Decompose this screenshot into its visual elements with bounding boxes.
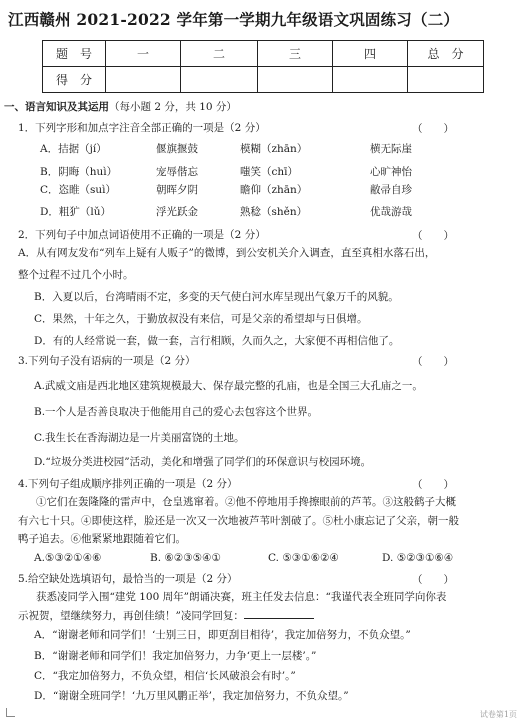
score-table bbox=[42, 40, 484, 93]
q4-option-b: B. ⑥②③⑤④① bbox=[150, 552, 221, 564]
q5-option-a: A．“谢谢老师和同学们！‘士别三日，即更刮目相待’，我定加倍努力，不负众望。” bbox=[34, 629, 411, 641]
answer-paren: （ ） bbox=[412, 123, 454, 135]
score-cell bbox=[106, 67, 181, 93]
q1-option-c-3: 瞻仰（zhān） bbox=[240, 184, 308, 196]
q1-option-b-2: 宠辱偕忘 bbox=[156, 166, 198, 178]
q2-option-a: A．从有网友发布“列车上疑有人贩子”的微博，到公安机关介入调查，直至真相水落石出， bbox=[18, 247, 436, 259]
q1-option-c-4: 敝帚自珍 bbox=[370, 184, 412, 196]
q5-option-b: B．“谢谢老师和同学们！我定加倍努力，力争‘更上一层楼’。” bbox=[34, 650, 317, 662]
score-cell bbox=[181, 67, 258, 93]
score-header-cell: 四 bbox=[333, 41, 408, 67]
answer-blank bbox=[244, 608, 314, 619]
q4-passage-line: 有六七十只。④即使这样，脸还是一次又一次地被芦苇叶割破了。⑤杜小康忘记了父亲，朝一般 bbox=[18, 515, 459, 527]
question-1-stem: 1．下列字形和加点字注音全部正确的一项是（2 分） bbox=[18, 122, 266, 134]
q1-option-b-1: B．阴晦（huì） bbox=[40, 166, 118, 178]
section-title: 一、语言知识及其运用 bbox=[4, 101, 109, 113]
q1-option-a-1: A．拮据（jí） bbox=[40, 143, 107, 155]
q3-option-c: C.我生长在香海湖边是一片美丽富饶的土地。 bbox=[34, 432, 245, 444]
q5-option-c: C．“我定加倍努力，不负众望，相信‘长风破浪会有时’。” bbox=[34, 670, 296, 682]
q1-option-d-4: 优哉游哉 bbox=[370, 206, 412, 218]
score-table-score-row bbox=[43, 67, 484, 93]
score-header-cell: 三 bbox=[258, 41, 333, 67]
q4-option-d: D. ⑤②③①⑥④ bbox=[382, 552, 454, 564]
question-3-stem: 3.下列句子没有语病的一项是（2 分） bbox=[18, 355, 196, 367]
q5-option-d: D．“谢谢全班同学！‘九万里风鹏正举’，我定加倍努力，不负众望。” bbox=[34, 690, 349, 702]
answer-paren: （ ） bbox=[412, 356, 454, 368]
q3-option-d: D.“垃圾分类进校园”活动，美化和增强了同学们的环保意识与校园环境。 bbox=[34, 456, 372, 468]
q1-option-b-3: 嗤笑（chī） bbox=[240, 166, 299, 178]
score-header-cell: 一 bbox=[106, 41, 181, 67]
score-table-header-row bbox=[43, 41, 484, 67]
q1-option-b-4: 心旷神怡 bbox=[370, 166, 412, 178]
q5-passage-text: 示祝贺，望继续努力，再创佳绩！”凌同学回复： bbox=[18, 610, 244, 622]
score-header-cell: 题 号 bbox=[43, 41, 106, 67]
score-cell bbox=[408, 67, 484, 93]
q4-option-a: A.⑤③②①④⑥ bbox=[34, 552, 102, 564]
q2-option-a-cont: 整个过程不过几个小时。 bbox=[18, 269, 134, 281]
q5-passage-line bbox=[18, 608, 314, 623]
q1-option-a-4: 横无际崖 bbox=[370, 143, 412, 155]
q3-option-b: B.一个人是否善良取决于他能用自己的爱心去包容这个世界。 bbox=[34, 406, 319, 418]
page-footer: 试卷第1页 bbox=[479, 710, 517, 719]
q1-option-a-3: 模糊（zhān） bbox=[240, 143, 308, 155]
answer-paren: （ ） bbox=[412, 230, 454, 242]
question-4-stem: 4.下列句子组成顺序排列正确的一项是（2 分） bbox=[18, 478, 238, 490]
q5-passage-line: 获悉凌同学入围“建党 100 周年”朗诵决赛，班主任发去信息：“我谨代表全班同学向你表 bbox=[36, 591, 447, 603]
q3-option-a: A.武威文庙是西北地区建筑规模最大、保存最完整的孔庙，也是全国三大孔庙之一。 bbox=[34, 380, 423, 392]
q1-option-c-2: 朝晖夕阴 bbox=[156, 184, 198, 196]
score-cell bbox=[258, 67, 333, 93]
q2-option-b: B．入夏以后，台湾晴雨不定，多变的天气使白河水库呈现出气象万千的风貌。 bbox=[34, 291, 399, 303]
section-heading bbox=[4, 100, 237, 114]
score-cell bbox=[333, 67, 408, 93]
q4-option-c: C. ⑤③①⑥②④ bbox=[268, 552, 339, 564]
q1-option-d-1: D．粗犷（lǔ） bbox=[40, 206, 112, 218]
q1-option-d-3: 熟稔（shěn） bbox=[240, 206, 308, 218]
score-header-cell: 总 分 bbox=[408, 41, 484, 67]
question-2-stem: 2．下列句子中加点词语使用不正确的一项是（2 分） bbox=[18, 229, 266, 241]
crop-mark bbox=[6, 708, 15, 717]
q4-passage-line: ①它们在轰隆隆的雷声中，仓皇逃窜着。②他不停地用手搀擦眼前的芦苇。③这般鹤子大概 bbox=[36, 496, 456, 508]
answer-paren: （ ） bbox=[412, 574, 454, 586]
q1-option-d-2: 浮光跃金 bbox=[156, 206, 198, 218]
q2-option-c: C．果然，十年之久，于勤放叔没有来信，可是父亲的希望却与日俱增。 bbox=[34, 313, 368, 325]
answer-paren: （ ） bbox=[412, 479, 454, 491]
page-title: 江西赣州 2021-2022 学年第一学期九年级语文巩固练习（二） bbox=[8, 10, 460, 29]
q1-option-c-1: C．恣睢（suì） bbox=[40, 184, 117, 196]
score-header-cell: 二 bbox=[181, 41, 258, 67]
section-note: （每小题 2 分，共 10 分） bbox=[109, 101, 237, 113]
question-5-stem: 5.给空缺处选填语句，最恰当的一项是（2 分） bbox=[18, 573, 238, 585]
score-row-label: 得 分 bbox=[43, 67, 106, 93]
q2-option-d: D．有的人经常说一套，做一套，言行相顾，久而久之，大家便不再相信他了。 bbox=[34, 335, 400, 347]
q1-option-a-2: 偃旗揠鼓 bbox=[156, 143, 198, 155]
q4-passage-line: 鸭子追去。⑥他紧紧地跟随着它们。 bbox=[18, 533, 186, 545]
